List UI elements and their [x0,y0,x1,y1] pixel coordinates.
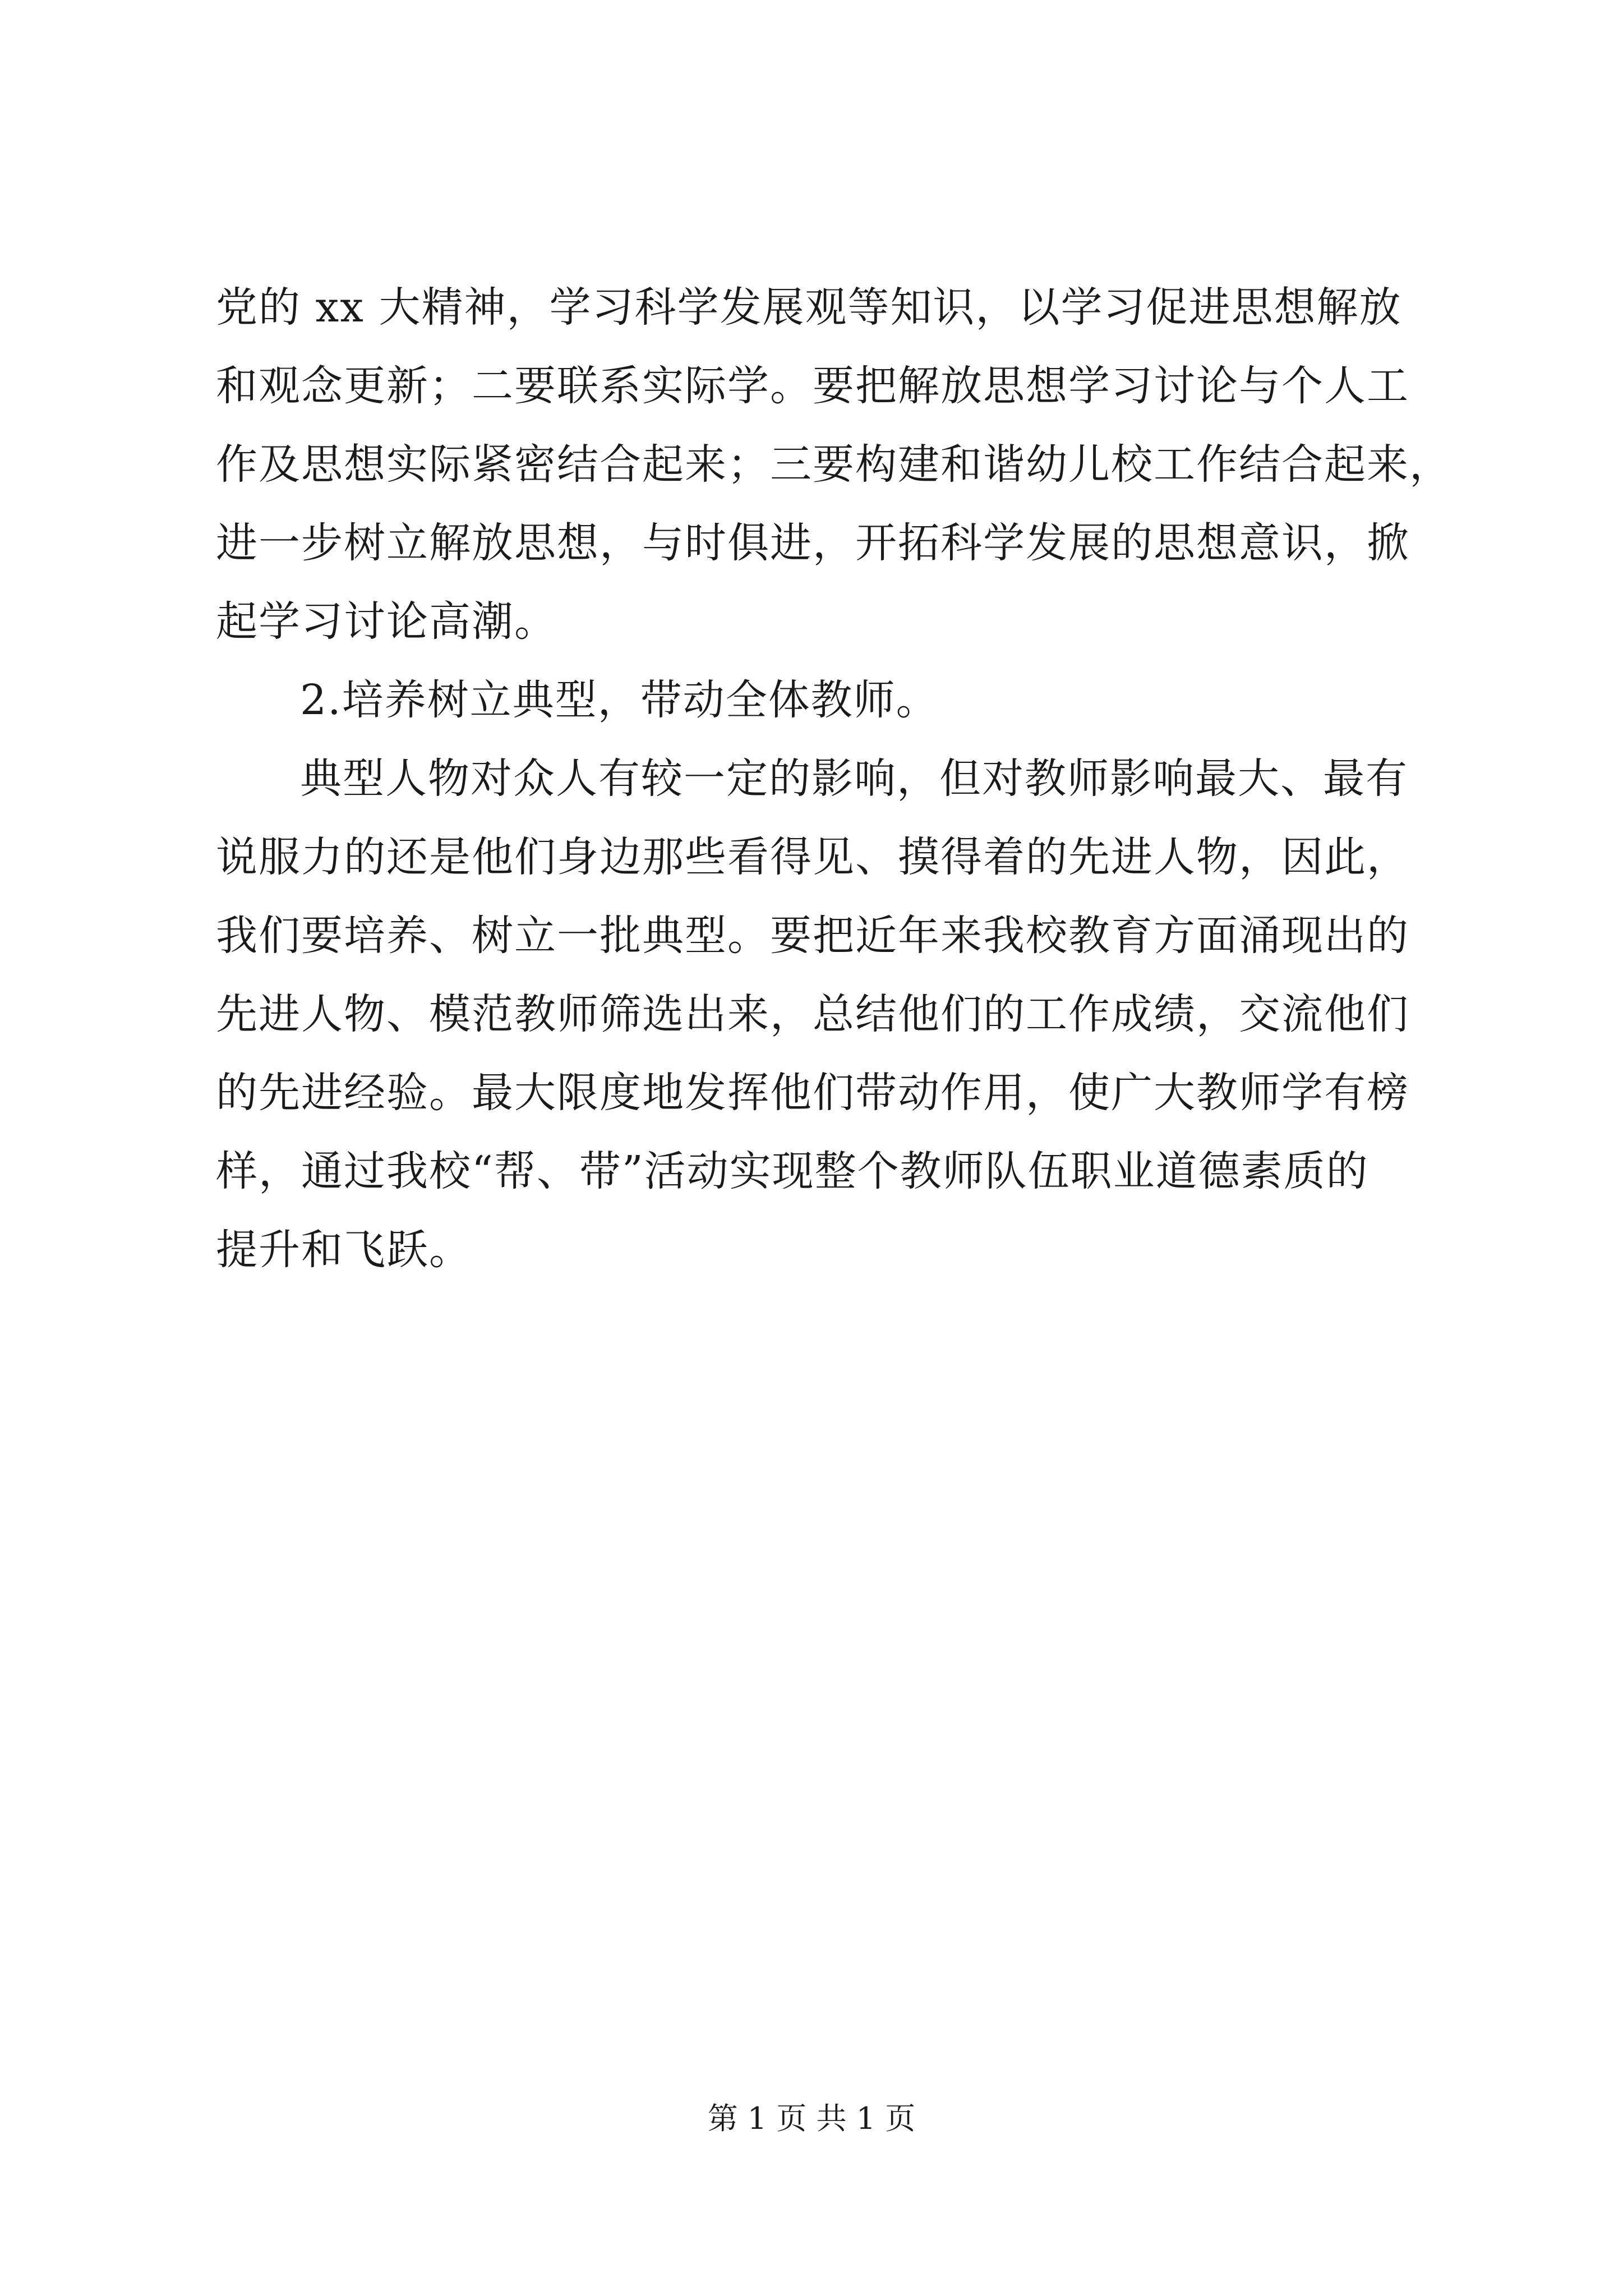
paragraph-line: 提升和飞跃。 [216,1226,472,1274]
paragraph-line: 的先进经验。最大限度地发挥他们带动作用，使广大教师学有榜 [216,1069,1409,1117]
paragraph-line: 起学习讨论高潮。 [216,597,557,646]
document-body [216,268,1483,1289]
paragraph-line: 说服力的还是他们身边那些看得见、摸得着的先进人物，因此， [216,833,1409,881]
paragraph-line: 作及思想实际紧密结合起来；三要构建和谐幼儿校工作结合起来， [216,440,1452,489]
paragraph-line: 进一步树立解放思想，与时俱进，开拓科学发展的思想意识，掀 [216,519,1409,567]
page-footer [0,2099,1623,2138]
paragraph-line: 样，通过我校“帮、带”活动实现整个教师队伍职业道德素质的 [216,1147,1369,1195]
paragraph-line: 典型人物对众人有较一定的影响，但对教师影响最大、最有 [300,754,1408,803]
page-number-label: 第 1 页 共 1 页 [707,2101,916,2136]
paragraph-line: 党的 xx 大精神，学习科学发展观等知识，以学习促进思想解放 [216,283,1402,332]
section-heading: 2.培养树立典型，带动全体教师。 [300,676,939,724]
paragraph-line: 和观念更新；二要联系实际学。要把解放思想学习讨论与个人工 [216,362,1409,410]
paragraph-line: 先进人物、模范教师筛选出来，总结他们的工作成绩，交流他们 [216,990,1409,1038]
paragraph-line: 我们要培养、树立一批典型。要把近年来我校教育方面涌现出的 [216,912,1409,960]
